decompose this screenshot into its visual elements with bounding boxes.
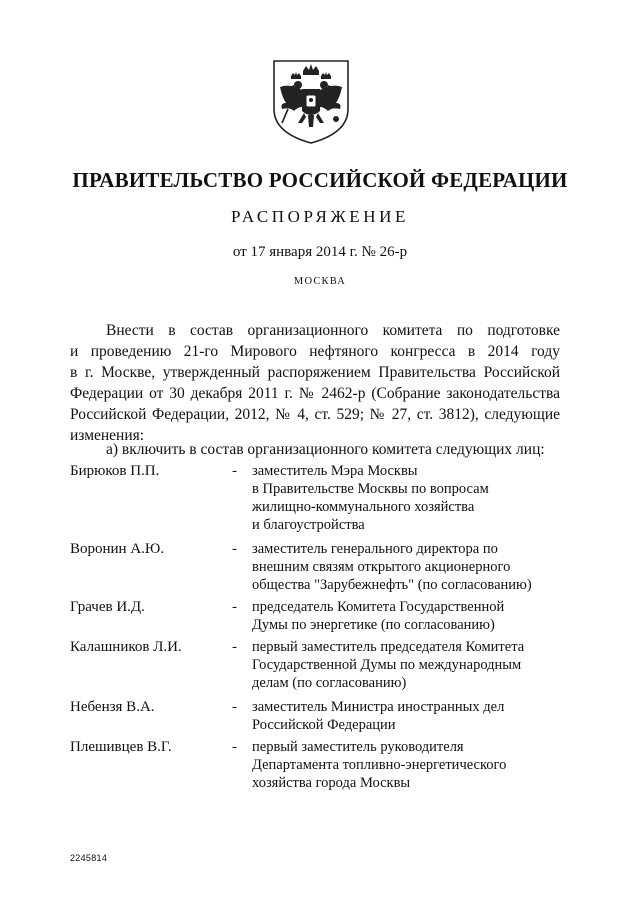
document-date-number: от 17 января 2014 г. № 26-р bbox=[232, 244, 408, 260]
member-role bbox=[252, 738, 582, 792]
member-dash: - bbox=[232, 639, 237, 655]
role-line: общества "Зарубежнефть" (по согласованию) bbox=[252, 577, 532, 593]
document-city: МОСКВА bbox=[293, 276, 347, 287]
member-role bbox=[252, 462, 582, 534]
member-dash: - bbox=[232, 599, 237, 615]
paragraph-line: Внести в состав организационного комитета по подготовке bbox=[106, 322, 560, 339]
member-dash: - bbox=[232, 699, 237, 715]
member-name: Калашников Л.И. bbox=[70, 639, 182, 655]
member-name: Плешивцев В.Г. bbox=[70, 739, 172, 755]
member-name: Небензя В.А. bbox=[70, 699, 155, 715]
member-dash: - bbox=[232, 739, 237, 755]
member-name: Воронин А.Ю. bbox=[70, 541, 165, 557]
role-line: заместитель Министра иностранных дел bbox=[252, 699, 505, 715]
role-line: внешним связям открытого акционерного bbox=[252, 559, 511, 575]
paragraph-line: в г. Москве, утвержденный распоряжением Правительства Российской bbox=[70, 364, 560, 381]
member-role bbox=[252, 638, 582, 692]
member-role bbox=[252, 598, 582, 634]
role-line: в Правительстве Москвы по вопросам bbox=[252, 481, 489, 497]
role-line: заместитель Мэра Москвы bbox=[252, 463, 418, 479]
role-line: и благоустройства bbox=[252, 517, 365, 533]
role-line: жилищно-коммунального хозяйства bbox=[252, 499, 475, 515]
document-type: РАСПОРЯЖЕНИЕ bbox=[230, 207, 410, 226]
member-dash: - bbox=[232, 463, 237, 479]
role-line: Российской Федерации bbox=[252, 717, 396, 733]
paragraph-line: Федерации от 30 декабря 2011 г. № 2462-р (Собрание законодательства bbox=[70, 385, 560, 402]
role-line: председатель Комитета Государственной bbox=[252, 599, 505, 615]
role-line: хозяйства города Москвы bbox=[252, 775, 411, 791]
member-role bbox=[252, 540, 582, 594]
government-title: ПРАВИТЕЛЬСТВО РОССИЙСКОЙ ФЕДЕРАЦИИ bbox=[72, 168, 568, 192]
role-line: Государственной Думы по международным bbox=[252, 657, 522, 673]
document-registration-number: 2245814 bbox=[70, 853, 108, 863]
member-name: Грачев И.Д. bbox=[70, 599, 145, 615]
double-headed-eagle-emblem-icon bbox=[270, 57, 352, 147]
paragraph-line: и проведению 21-го Мирового нефтяного конгресса в 2014 году bbox=[70, 343, 560, 360]
role-line: первый заместитель руководителя bbox=[252, 739, 464, 755]
role-line: первый заместитель председателя Комитета bbox=[252, 639, 525, 655]
role-line: Департамента топливно-энергетического bbox=[252, 757, 507, 773]
member-dash: - bbox=[232, 541, 237, 557]
paragraph-line: изменения: bbox=[70, 427, 145, 444]
subparagraph-a: а) включить в состав организационного комитета следующих лиц: bbox=[106, 441, 545, 458]
role-line: Думы по энергетике (по согласованию) bbox=[252, 617, 495, 633]
member-role bbox=[252, 698, 582, 734]
member-name: Бирюков П.П. bbox=[70, 463, 160, 479]
paragraph-line: Российской Федерации, 2012, № 4, ст. 529; № 27, ст. 3812), следующие bbox=[70, 406, 560, 423]
role-line: заместитель генерального директора по bbox=[252, 541, 498, 557]
main-paragraph bbox=[70, 320, 560, 446]
role-line: делам (по согласованию) bbox=[252, 675, 407, 691]
